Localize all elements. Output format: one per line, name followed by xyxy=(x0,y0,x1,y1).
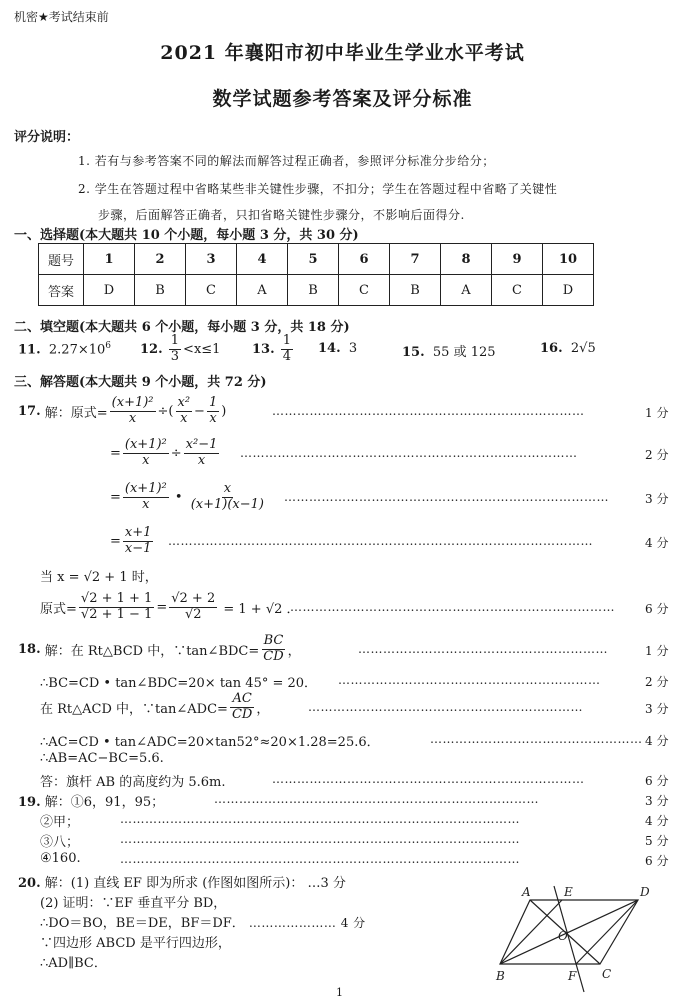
q11-exponent: 6 xyxy=(105,341,112,351)
fill-answer-13 xyxy=(252,334,295,365)
q17-l1-frac-c xyxy=(207,396,219,427)
q17-leader-3: …………………………………………………………………… xyxy=(284,490,609,504)
q19-l1-text: 解：①6，91，95； xyxy=(44,795,165,810)
section-3-heading xyxy=(14,371,267,390)
q17-label: 17. xyxy=(18,403,41,419)
q17-final-prefix: 原式= xyxy=(40,601,77,617)
numerator: BC xyxy=(263,632,284,648)
question-number: 2 xyxy=(135,244,186,275)
q20-l1-text: 解：(1) 直线 EF 即为所求 (作图如图所示)： …3 分 xyxy=(44,876,346,891)
section-1-heading xyxy=(14,224,359,243)
q17-leader-2: ……………………………………………………………………… xyxy=(240,446,578,460)
q17-line-2 xyxy=(110,436,221,470)
diagonal-bd xyxy=(500,900,638,964)
q18-line-4: ∴AC=CD • tan∠ADC=20×tan52°≈20×1.28=25.6． xyxy=(40,735,380,750)
q18-leader-2: ……………………………………………………… xyxy=(338,673,601,687)
q16-label: 16. xyxy=(540,341,563,356)
q13-label: 13. xyxy=(252,341,275,357)
q19-leader-3: …………………………………………………………………………………… xyxy=(120,832,520,846)
answer-cell: B xyxy=(288,275,339,306)
q17-l3-frac-a xyxy=(123,482,169,513)
q18-l1-end: ， xyxy=(287,643,301,659)
label-o: O xyxy=(558,929,568,943)
q19-leader-1: …………………………………………………………………… xyxy=(214,792,539,806)
document-title: 2021 年襄阳市初中毕业生学业水平考试 xyxy=(160,42,525,64)
q17-l2-frac-a xyxy=(123,438,169,469)
q17-intro: 解：原式= xyxy=(44,405,108,421)
equals-sign: = xyxy=(110,445,121,461)
section-3-detail: (本大题共 9 个小题，共 72 分) xyxy=(79,375,267,390)
q17-score-6: 6 分 xyxy=(645,602,669,616)
q12-fraction xyxy=(169,334,181,365)
q19-line-2: ②甲； xyxy=(40,815,80,830)
q17-line-4 xyxy=(110,524,155,558)
answer-table-number-row xyxy=(39,244,594,275)
q13-denominator: 4 xyxy=(282,348,292,364)
q20-line-4: ∵四边形 ABCD 是平行四边形， xyxy=(40,936,231,951)
q13-numerator: 1 xyxy=(282,333,292,348)
label-b: B xyxy=(496,969,505,983)
section-2-title: 二、填空题 xyxy=(14,320,80,335)
q20-label: 20. xyxy=(18,876,41,891)
q18-line-6: 答：旗杆 AB 的高度约为 5.6m. xyxy=(40,775,226,790)
segment-df xyxy=(576,900,638,964)
label-f: F xyxy=(568,969,577,983)
question-number: 4 xyxy=(237,244,288,275)
answer-cell: C xyxy=(186,275,237,306)
q18-score-1: 1 分 xyxy=(645,644,669,658)
answer-cell: C xyxy=(339,275,390,306)
answer-cell: A xyxy=(237,275,288,306)
numerator: x xyxy=(223,480,232,496)
q18-l3-frac xyxy=(230,692,254,723)
q17-final xyxy=(40,590,300,624)
denominator: CD xyxy=(263,648,284,664)
q20-score-4: ………………… 4 分 xyxy=(248,916,366,930)
q18-score-4: 4 分 xyxy=(645,734,669,748)
fill-answer-12 xyxy=(140,334,220,365)
section-2-heading xyxy=(14,316,350,335)
label-e: E xyxy=(564,885,573,899)
q20-l3-text: ∴DO＝BO，BE＝DE，BF＝DF． xyxy=(40,916,245,931)
row-label-answer: 答案 xyxy=(39,275,84,306)
denominator: √2 + 1 − 1 xyxy=(80,606,153,622)
q17-score-3: 3 分 xyxy=(645,492,669,506)
q18-l3-text: 在 Rt△ACD 中，∵tan∠ADC= xyxy=(40,701,228,717)
denominator: (x+1)(x−1) xyxy=(190,496,264,512)
confidential-notice: 机密★考试结束前 xyxy=(14,10,109,24)
q19-line-4: ④160. xyxy=(40,851,81,866)
label-d: D xyxy=(640,885,650,899)
grading-note-2a: 2. 学生在答题过程中省略某些非关键性步骤，不扣分；学生在答题过程中省略了关键性 xyxy=(78,182,558,196)
q12-denominator: 3 xyxy=(170,348,180,364)
q17-score-2: 2 分 xyxy=(645,448,669,462)
q15-answer: 55 或 125 xyxy=(432,345,496,360)
q17-line-3 xyxy=(110,480,268,514)
answer-table-answer-row xyxy=(39,275,594,306)
q19-line-3: ③八； xyxy=(40,835,80,850)
q12-numerator: 1 xyxy=(170,333,180,348)
section-1-title: 一、选择题 xyxy=(14,228,80,243)
q13-fraction xyxy=(281,334,293,365)
question-number: 7 xyxy=(390,244,441,275)
question-number: 10 xyxy=(543,244,594,275)
q12-inequality: <x≤1 xyxy=(183,341,221,357)
q17-l3-op: • xyxy=(174,489,183,505)
q17-l1-frac-b xyxy=(176,396,193,427)
grading-note-1: 1. 若有与参考答案不同的解法而解答过程正确者，参照评分标准分步给分； xyxy=(78,154,495,168)
q17-l1-frac-a xyxy=(110,396,156,427)
numerator: AC xyxy=(232,690,252,706)
q17-l1-op: ÷( xyxy=(157,403,174,419)
q18-score-3: 3 分 xyxy=(645,702,669,716)
fill-answer-11 xyxy=(18,341,111,357)
q18-score-6: 6 分 xyxy=(645,774,669,788)
answer-cell: A xyxy=(441,275,492,306)
fill-answer-14 xyxy=(318,341,357,356)
q18-line-1 xyxy=(18,632,301,666)
q19-score-3: 3 分 xyxy=(645,794,669,808)
numerator: √2 + 1 + 1 xyxy=(80,590,153,606)
q15-label: 15. xyxy=(402,345,425,360)
q19-leader-2: …………………………………………………………………………………… xyxy=(120,812,520,826)
equals-sign: = xyxy=(110,533,121,549)
answer-cell: B xyxy=(135,275,186,306)
label-c: C xyxy=(602,967,612,981)
denominator: x xyxy=(209,410,217,426)
numerator: 1 xyxy=(208,394,218,410)
question-number: 6 xyxy=(339,244,390,275)
q18-line-2: ∴BC=CD • tan∠BDC=20× tan 45° = 20． xyxy=(40,676,318,691)
q17-leader-6: …………………………………………………………………… xyxy=(290,600,615,614)
parallelogram-figure xyxy=(488,884,660,996)
q17-l4-frac xyxy=(123,526,154,557)
q12-label: 12. xyxy=(140,341,163,357)
q18-leader-4: …………………………………………… xyxy=(430,732,643,746)
q17-final-rest: = 1 + √2 ． xyxy=(223,601,300,617)
denominator: √2 xyxy=(184,606,202,622)
q17-l1-close: ) xyxy=(221,403,227,419)
answer-table xyxy=(38,243,594,306)
q17-final-frac-b xyxy=(169,592,217,623)
q20-line-2: (2) 证明：∵EF 垂直平分 BD， xyxy=(40,896,227,911)
segment-be xyxy=(500,900,562,964)
q19-leader-4: …………………………………………………………………………………… xyxy=(120,852,520,866)
q11-answer: 2.27×10 xyxy=(48,342,106,358)
denominator: x xyxy=(197,452,206,468)
numerator: x²−1 xyxy=(185,436,218,452)
denominator: x xyxy=(142,496,150,512)
equals-sign: = xyxy=(156,599,168,615)
q17-score-1: 1 分 xyxy=(645,406,669,420)
answer-cell: C xyxy=(492,275,543,306)
q14-answer: 3 xyxy=(348,341,358,356)
q18-score-2: 2 分 xyxy=(645,675,669,689)
q18-l1-frac xyxy=(261,634,285,665)
q18-l1-text: 解：在 Rt△BCD 中，∵tan∠BDC= xyxy=(44,643,260,659)
answer-cell: D xyxy=(543,275,594,306)
q18-leader-1: …………………………………………………… xyxy=(358,642,608,656)
numerator: x² xyxy=(177,394,191,410)
q19-line-1 xyxy=(18,791,164,810)
equals-sign: = xyxy=(110,489,121,505)
q17-line-1 xyxy=(18,394,226,428)
section-2-detail: (本大题共 6 个小题，每小题 3 分，共 18 分) xyxy=(79,320,350,335)
question-number: 5 xyxy=(288,244,339,275)
q19-score-6: 6 分 xyxy=(645,854,669,868)
q17-l2-op: ÷ xyxy=(170,445,182,461)
denominator: CD xyxy=(231,706,253,722)
q14-label: 14. xyxy=(318,341,341,356)
q11-label: 11. xyxy=(18,342,41,358)
section-3-title: 三、解答题 xyxy=(14,375,80,390)
denominator: x xyxy=(142,452,150,468)
numerator: √2 + 2 xyxy=(171,590,216,606)
q16-answer: 2√5 xyxy=(570,341,596,356)
q20-line-1 xyxy=(18,872,346,891)
q18-label: 18. xyxy=(18,641,41,657)
numerator: (x+1)² xyxy=(124,436,167,452)
page-number: 1 xyxy=(336,986,343,999)
question-number: 9 xyxy=(492,244,543,275)
fill-answer-16 xyxy=(540,341,596,356)
grading-note-2b: 步骤，后面解答正确者，只扣省略关键性步骤分，不影响后面得分. xyxy=(98,208,465,222)
q17-score-4: 4 分 xyxy=(645,536,669,550)
denominator: x xyxy=(180,410,188,426)
q20-line-5: ∴AD∥BC． xyxy=(40,956,107,971)
q17-l2-frac-b xyxy=(184,438,220,469)
question-number: 3 xyxy=(186,244,237,275)
q19-score-5: 5 分 xyxy=(645,834,669,848)
answer-cell: B xyxy=(390,275,441,306)
q18-leader-6: ………………………………………………………………… xyxy=(272,772,585,786)
question-number: 1 xyxy=(84,244,135,275)
section-1-detail: (本大题共 10 个小题，每小题 3 分，共 30 分) xyxy=(79,228,359,243)
denominator: x−1 xyxy=(124,540,152,556)
q17-leader-1: ………………………………………………………………… xyxy=(272,404,585,418)
question-number: 8 xyxy=(441,244,492,275)
label-a: A xyxy=(522,885,531,899)
denominator: x xyxy=(128,410,137,426)
answer-cell: D xyxy=(84,275,135,306)
row-label-number: 题号 xyxy=(39,244,84,275)
q18-leader-3: ………………………………………………………… xyxy=(308,700,583,714)
q17-when: 当 x = √2 + 1 时， xyxy=(40,570,158,585)
fill-answer-15 xyxy=(402,341,496,360)
q19-score-4: 4 分 xyxy=(645,814,669,828)
q18-l3-end: ， xyxy=(256,701,270,717)
q18-line-3 xyxy=(40,690,269,724)
q17-l3-frac-b xyxy=(189,482,266,513)
q20-line-3 xyxy=(40,912,366,931)
numerator: x+1 xyxy=(124,524,152,540)
document-subtitle: 数学试题参考答案及评分标准 xyxy=(212,88,473,110)
numerator: (x+1)² xyxy=(124,480,167,496)
numerator: (x+1)² xyxy=(111,394,154,410)
q19-label: 19. xyxy=(18,795,41,810)
grading-heading: 评分说明： xyxy=(14,130,80,145)
q17-l1-minus: − xyxy=(194,403,205,419)
q17-leader-4: ………………………………………………………………………………………… xyxy=(168,534,593,548)
q18-line-5: ∴AB=AC−BC=5.6. xyxy=(40,751,164,766)
q17-final-frac-a xyxy=(79,592,154,623)
